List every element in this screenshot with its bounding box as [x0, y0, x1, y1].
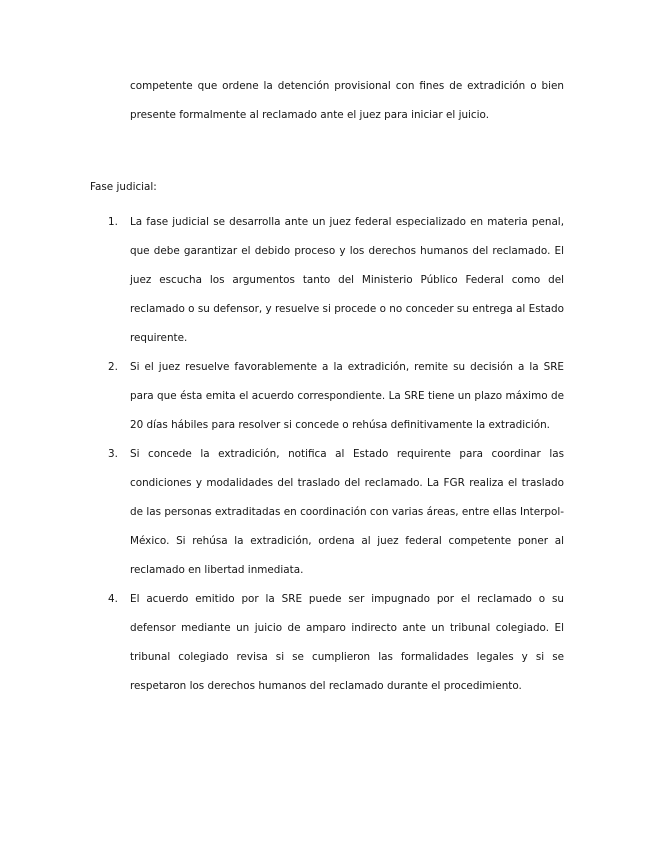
- list-item: [0, 208, 655, 353]
- list-item-text: El acuerdo emitido por la SRE puede ser impugnado por el reclamado o su defensor mediante un juicio de amparo indirecto ante un tribunal colegiado. El tribunal colegiado revisa si se cumplieron las formalidades legales y si se respetaron los derechos humanos del reclamado durante el procedimiento.: [130, 593, 564, 692]
- section-heading: Fase judicial:: [90, 181, 157, 193]
- list-item-text: Si concede la extradición, notifica al Estado requirente para coordinar las condiciones y modalidades del traslado del reclamado. La FGR realiza el traslado de las personas extraditadas en coordinación con varias áreas, entre ellas Interpol-México. Si rehúsa la extradición, ordena al juez federal competente poner al reclamado en libertad inmediata.: [130, 448, 564, 576]
- procedure-list: [0, 208, 655, 701]
- list-item-number: 3.: [108, 448, 118, 460]
- list-item-text: La fase judicial se desarrolla ante un juez federal especializado en materia penal, que debe garantizar el debido proceso y los derechos humanos del reclamado. El juez escucha los argumentos tanto del Ministerio Público Federal como del reclamado o su defensor, y resuelve si procede o no conceder su entrega al Estado requirente.: [130, 216, 564, 344]
- list-item-number: 4.: [108, 593, 118, 605]
- list-item: [0, 585, 655, 701]
- list-item-number: 2.: [108, 361, 118, 373]
- list-item-text: Si el juez resuelve favorablemente a la extradición, remite su decisión a la SRE para que ésta emita el acuerdo correspondiente. La SRE tiene un plazo máximo de 20 días hábiles para resolver si concede o rehúsa definitivamente la extradición.: [130, 361, 564, 431]
- list-item: [0, 353, 655, 440]
- continuation-paragraph: competente que ordene la detención provisional con fines de extradición o bien presente formalmente al reclamado ante el juez para iniciar el juicio.: [130, 80, 564, 121]
- list-item-number: 1.: [108, 216, 118, 228]
- list-item: [0, 440, 655, 585]
